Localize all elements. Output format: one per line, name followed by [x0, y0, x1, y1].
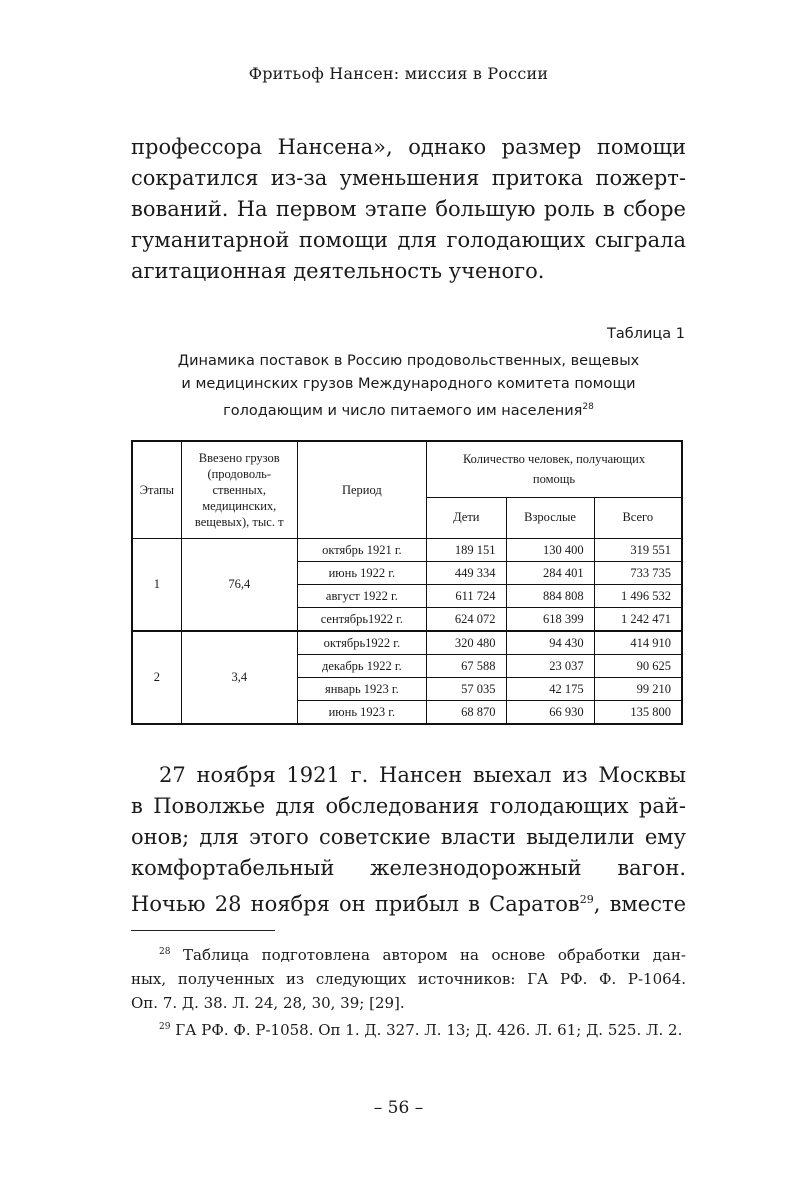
children-cell: 189 151	[427, 539, 506, 562]
children-cell: 57 035	[427, 678, 506, 701]
header-people-line: Количество человек, получающих	[462, 452, 646, 467]
adults-cell: 94 430	[506, 631, 594, 655]
data-table	[131, 440, 683, 725]
header-imported	[181, 441, 297, 539]
footnote-line	[131, 1015, 686, 1042]
header-imported-line: Ввезено грузов	[198, 451, 280, 465]
total-cell: 1 496 532	[594, 585, 682, 608]
children-cell: 611 724	[427, 585, 506, 608]
text-line-with-footnote	[131, 884, 686, 920]
header-imported-line: вещевых), тыс. т	[194, 515, 284, 529]
header-imported-line: ственных,	[212, 483, 267, 497]
adults-cell: 42 175	[506, 678, 594, 701]
total-cell: 90 625	[594, 655, 682, 678]
period-cell: август 1922 г.	[297, 585, 426, 608]
table-label: Таблица 1	[607, 326, 685, 342]
period-cell: июнь 1923 г.	[297, 701, 426, 725]
header-total: Всего	[594, 497, 682, 538]
total-cell: 414 910	[594, 631, 682, 655]
paragraph-1	[131, 132, 686, 287]
table-row	[132, 631, 682, 655]
footnote-ref: 28	[582, 402, 594, 412]
footnote	[131, 1015, 686, 1042]
adults-cell: 284 401	[506, 562, 594, 585]
header-people-line: помощь	[532, 472, 576, 487]
text-line: 27 ноября 1921 г. Нансен выехал из Москвы	[159, 763, 686, 787]
footnote-text: ГА РФ. Ф. Р-1058. Оп 1. Д. 327. Л. 13; Д. 426. Л. 61; Д. 525. Л. 2.	[175, 1021, 683, 1039]
text-fragment: Ночью 28 ноября он прибыл в Саратов	[131, 892, 580, 916]
page-number: – 56 –	[373, 1098, 424, 1118]
text-line: комфортабельный железнодорожный вагон.	[131, 856, 686, 880]
stage-cell: 2	[132, 631, 181, 724]
total-cell: 1 242 471	[594, 608, 682, 632]
caption-line: и медицинских грузов Международного комитета помощи	[181, 376, 636, 392]
children-cell: 68 870	[427, 701, 506, 725]
children-cell: 624 072	[427, 608, 506, 632]
adults-cell: 618 399	[506, 608, 594, 632]
footnote-divider	[131, 930, 275, 931]
header-imported-line: медицинских,	[202, 499, 277, 513]
footnote-line: Оп. 7. Д. 38. Л. 24, 28, 30, 39; [29].	[131, 994, 405, 1012]
adults-cell: 130 400	[506, 539, 594, 562]
total-cell: 135 800	[594, 701, 682, 725]
header-stage: Этапы	[132, 441, 181, 539]
text-line: в Поволжье для обследования голодающих рай-	[131, 794, 686, 818]
adults-cell: 884 808	[506, 585, 594, 608]
footnote-text: Таблица подготовлена автором на основе обработки дан-	[183, 946, 686, 964]
text-line: онов; для этого советские власти выделили ему	[131, 825, 686, 849]
period-cell: декабрь 1922 г.	[297, 655, 426, 678]
period-cell: октябрь 1921 г.	[297, 539, 426, 562]
imported-cell: 3,4	[181, 631, 297, 724]
header-adults: Взрослые	[506, 497, 594, 538]
period-cell: январь 1923 г.	[297, 678, 426, 701]
text-line: агитационная деятельность ученого.	[131, 259, 545, 283]
header-period: Период	[297, 441, 426, 539]
running-header: Фритьоф Нансен: миссия в России	[248, 64, 549, 83]
children-cell: 449 334	[427, 562, 506, 585]
text-line: профессора Нансена», однако размер помощи	[131, 135, 686, 159]
children-cell: 320 480	[427, 631, 506, 655]
stage-cell: 1	[132, 539, 181, 632]
text-line: гуманитарной помощи для голодающих сыграла	[131, 228, 686, 252]
adults-cell: 66 930	[506, 701, 594, 725]
text-line: вований. На первом этапе большую роль в сборе	[131, 197, 686, 221]
period-cell: сентябрь1922 г.	[297, 608, 426, 632]
text-fragment: , вместе	[593, 892, 687, 916]
footnote-ref: 29	[579, 893, 594, 906]
footnotes	[131, 940, 686, 1042]
caption-line-text: голодающим и число питаемого им населения	[223, 402, 583, 419]
footnote-number: 28	[159, 947, 171, 957]
total-cell: 733 735	[594, 562, 682, 585]
header-children: Дети	[427, 497, 506, 538]
footnote-number: 29	[159, 1022, 171, 1032]
adults-cell: 23 037	[506, 655, 594, 678]
children-cell: 67 588	[427, 655, 506, 678]
text-line: сократился из-за уменьшения притока пожерт-	[131, 166, 686, 190]
header-imported-line: (продоволь-	[207, 467, 272, 481]
footnote-line: ных, полученных из следующих источников: ГА РФ. Ф. Р-1064.	[131, 970, 686, 988]
total-cell: 319 551	[594, 539, 682, 562]
imported-cell: 76,4	[181, 539, 297, 632]
period-cell: октябрь1922 г.	[297, 631, 426, 655]
footnote	[131, 940, 686, 1015]
table-caption	[131, 350, 686, 423]
paragraph-2	[131, 760, 686, 920]
header-people	[427, 441, 682, 497]
caption-line: Динамика поставок в Россию продовольственных, вещевых	[177, 353, 640, 369]
period-cell: июнь 1922 г.	[297, 562, 426, 585]
footnote-line	[131, 940, 686, 967]
total-cell: 99 210	[594, 678, 682, 701]
caption-line	[131, 396, 686, 423]
table-row	[132, 539, 682, 562]
